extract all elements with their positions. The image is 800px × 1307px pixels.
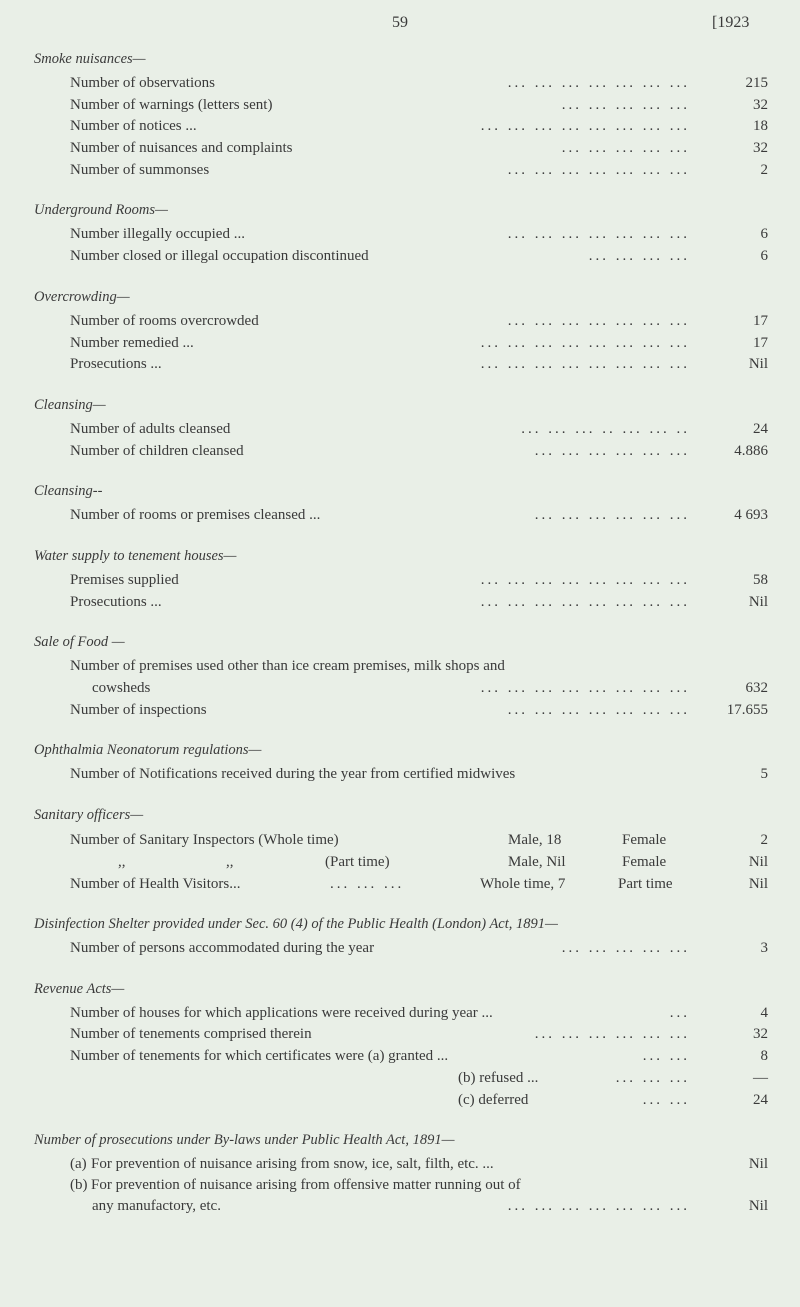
row-label: Number of children cleansed — [70, 442, 244, 459]
row-value: 58 — [753, 571, 768, 588]
item-text: For prevention of nuisance arising from offensive matter running out of — [91, 1177, 521, 1194]
row-value: 8 — [760, 1048, 768, 1065]
row-value: 17.655 — [726, 701, 768, 718]
row-value: 24 — [753, 420, 768, 437]
leader-dots: ... ... ... ... ... ... ... ... — [480, 118, 690, 135]
section-sanitary-officers — [0, 805, 800, 895]
row-value: 32 — [753, 1026, 768, 1043]
leader-dots: ... ... ... ... ... ... ... — [507, 226, 690, 243]
row-value: 17 — [753, 312, 768, 329]
section-heading: Overcrowding— — [34, 288, 130, 305]
leader-dots: ... ... ... .. ... ... .. — [521, 420, 690, 437]
section-ophthalmia — [0, 740, 800, 786]
table-row — [0, 333, 800, 355]
row-value: 6 — [760, 248, 768, 265]
row-value: 32 — [753, 96, 768, 113]
row-label: Number of adults cleansed — [70, 420, 231, 437]
row-col-male: Male, 18 — [508, 832, 562, 849]
row-col-part: Part time — [618, 876, 673, 893]
table-row — [0, 224, 800, 246]
row-label: (Part time) — [325, 854, 390, 871]
item-text: any manufactory, etc. — [92, 1198, 221, 1215]
row-value: 4 — [760, 1004, 768, 1021]
list-item-continued — [0, 1196, 800, 1218]
section-water-supply — [0, 546, 800, 613]
leader-dots: ... ... ... — [330, 876, 405, 893]
leader-dots: ... ... ... ... — [588, 248, 690, 265]
row-label: Number of observations — [70, 75, 215, 91]
row-value: 24 — [753, 1091, 768, 1108]
table-row — [0, 678, 800, 700]
section-heading: Underground Rooms— — [34, 202, 168, 219]
row-label: cowsheds — [92, 680, 151, 696]
table-row — [0, 138, 800, 160]
section-heading: Sale of Food — — [34, 634, 125, 651]
row-label: Number of persons accommodated during the year — [70, 940, 375, 957]
leader-dots: ... ... — [642, 1091, 690, 1108]
row-col-female: Female — [622, 854, 667, 871]
row-label: Number of Notifications received during the year from certified midwives — [70, 766, 516, 783]
section-smoke-nuisances — [0, 49, 800, 181]
table-row — [0, 1046, 800, 1068]
leader-dots: ... — [669, 1004, 690, 1021]
item-tag: (b) — [70, 1177, 88, 1194]
table-row — [0, 938, 800, 960]
section-revenue-acts — [0, 979, 800, 1111]
table-row — [0, 1090, 800, 1112]
item-text: For prevention of nuisance arising from snow, ice, salt, filth, etc. ... — [91, 1156, 494, 1173]
table-row — [0, 354, 800, 376]
section-heading: Smoke nuisances— — [34, 51, 146, 67]
row-value: 2 — [760, 161, 768, 178]
leader-dots: ... ... ... ... ... ... — [534, 442, 690, 459]
row-label: Number of Health Visitors... — [70, 876, 241, 893]
row-col-male: Male, Nil — [508, 854, 566, 871]
leader-dots: ... ... ... ... ... ... ... — [507, 701, 690, 718]
row-label: Number illegally occupied ... — [70, 226, 245, 243]
row-value: Nil — [748, 593, 768, 610]
row-value: Nil — [748, 876, 768, 893]
row-value: 2 — [760, 832, 768, 849]
row-value: Nil — [748, 854, 768, 871]
leader-dots: ... ... ... ... ... — [561, 940, 690, 957]
row-label: Number of summonses — [70, 161, 210, 178]
leader-dots: ... ... ... ... ... ... ... ... — [480, 356, 690, 373]
section-cleansing-premises — [0, 481, 800, 527]
table-row — [0, 419, 800, 441]
row-label: Number of Sanitary Inspectors (Whole time) — [70, 832, 339, 849]
row-label: Number remedied ... — [70, 334, 194, 351]
row-label: Prosecutions ... — [70, 593, 162, 610]
leader-dots: ... ... ... ... ... ... ... ... — [480, 334, 690, 351]
table-row — [0, 1003, 800, 1025]
section-underground-rooms — [0, 200, 800, 267]
page-year: [1923 — [712, 14, 750, 31]
table-row — [0, 700, 800, 722]
leader-dots: ... ... ... ... ... ... ... ... — [480, 680, 690, 696]
ditto-mark: ,, — [118, 854, 126, 871]
table-row — [0, 311, 800, 333]
table-row — [0, 570, 800, 592]
row-label: Number of inspections — [70, 701, 207, 718]
table-row — [0, 1068, 800, 1090]
section-heading: Number of prosecutions under By-laws under Public Health Act, 1891— — [34, 1132, 455, 1149]
leader-dots: ... ... ... ... ... — [561, 140, 690, 157]
row-value: 17 — [753, 334, 768, 351]
row-value: Nil — [748, 1156, 768, 1173]
row-col-whole: Whole time, 7 — [480, 876, 566, 893]
row-label: Prosecutions ... — [70, 356, 162, 373]
leader-dots: ... ... ... ... ... ... ... ... — [480, 593, 690, 610]
table-row — [0, 441, 800, 463]
row-label: Number of rooms overcrowded — [70, 312, 259, 329]
leader-dots: ... ... ... — [615, 1069, 690, 1086]
section-sale-of-food — [0, 632, 800, 721]
row-value: 18 — [753, 118, 768, 135]
table-row — [0, 764, 800, 786]
section-heading: Sanitary officers— — [34, 807, 144, 824]
section-cleansing-persons — [0, 395, 800, 462]
table-row — [0, 116, 800, 138]
row-label: Number closed or illegal occupation discontinued — [70, 248, 369, 265]
leader-dots: ... ... ... ... ... — [561, 96, 690, 113]
table-row — [0, 829, 800, 851]
leader-dots: ... ... ... ... ... ... — [534, 507, 690, 524]
leader-dots: ... ... ... ... ... ... ... ... — [480, 571, 690, 588]
ditto-mark: ,, — [226, 854, 234, 871]
row-label: (b) refused ... — [458, 1069, 539, 1086]
section-heading: Revenue Acts— — [34, 980, 125, 997]
row-value: 3 — [760, 940, 768, 957]
row-label: Number of tenements comprised therein — [70, 1026, 312, 1043]
row-value: Nil — [748, 356, 768, 373]
section-heading: Water supply to tenement houses— — [34, 547, 237, 564]
row-value: 32 — [753, 140, 768, 157]
row-value: Nil — [748, 1198, 768, 1215]
table-row — [0, 851, 800, 873]
section-overcrowding — [0, 287, 800, 376]
leader-dots: ... ... ... ... ... ... — [534, 1026, 690, 1043]
table-row — [0, 592, 800, 614]
leader-dots: ... ... ... ... ... ... ... — [507, 312, 690, 329]
item-tag: (a) — [70, 1156, 87, 1173]
table-row — [0, 505, 800, 527]
leader-dots: ... ... ... ... ... ... ... — [507, 1198, 690, 1215]
table-row — [0, 95, 800, 117]
section-bylaw-prosecutions — [0, 1130, 800, 1218]
table-row — [0, 73, 800, 95]
page-number: 59 — [392, 14, 408, 31]
leader-dots: ... ... ... ... ... ... ... — [507, 161, 690, 178]
table-row — [0, 160, 800, 182]
row-label: Number of rooms or premises cleansed ... — [70, 507, 321, 524]
row-label: Number of notices ... — [70, 118, 197, 135]
section-heading: Cleansing— — [34, 396, 106, 413]
row-value: 632 — [745, 680, 768, 696]
row-label: Number of warnings (letters sent) — [70, 96, 273, 113]
row-label: Number of nuisances and complaints — [70, 140, 293, 157]
row-value: 4 693 — [734, 507, 768, 524]
leader-dots: ... ... — [642, 1048, 690, 1065]
leader-dots: ... ... ... ... ... ... ... — [507, 75, 690, 91]
list-item — [0, 1175, 800, 1196]
section-disinfection — [0, 914, 800, 960]
table-row — [0, 1024, 800, 1046]
row-value: 6 — [760, 226, 768, 243]
section-heading: Ophthalmia Neonatorum regulations— — [34, 742, 262, 759]
table-row — [0, 246, 800, 268]
row-value: 215 — [745, 75, 768, 91]
section-heading: Cleansing-- — [34, 483, 103, 500]
list-item — [0, 1154, 800, 1175]
row-value: 5 — [760, 766, 768, 783]
row-label: Premises supplied — [70, 571, 179, 588]
row-value: — — [753, 1069, 768, 1086]
report-body — [0, 49, 800, 1218]
row-label: Number of tenements for which certificates were (a) granted ... — [70, 1048, 449, 1065]
row-label: Number of premises used other than ice cream premises, milk shops and — [70, 658, 505, 675]
row-label: (c) deferred — [458, 1091, 529, 1108]
table-row — [0, 656, 800, 678]
row-col-female: Female — [622, 832, 667, 849]
table-row — [0, 873, 800, 895]
row-label: Number of houses for which applications were received during year ... — [70, 1004, 493, 1021]
section-heading: Disinfection Shelter provided under Sec. 60 (4) of the Public Health (London) Act, 1891— — [34, 916, 558, 933]
row-value: 4.886 — [734, 442, 768, 459]
